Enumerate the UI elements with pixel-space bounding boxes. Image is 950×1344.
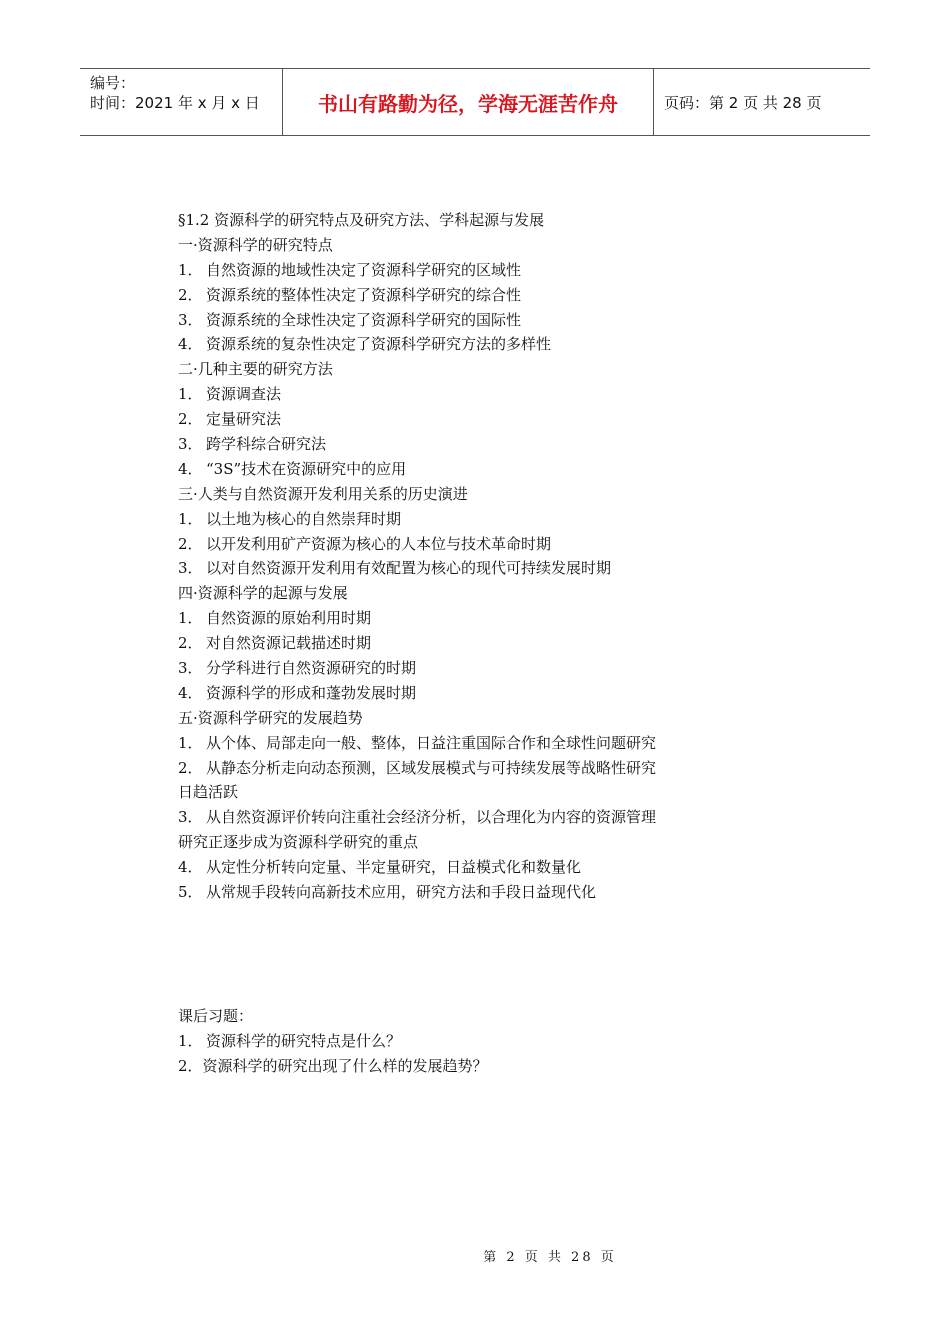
- item-number: 2．: [178, 410, 203, 429]
- exercise-item: [178, 1029, 738, 1054]
- item-number: 3．: [178, 659, 203, 678]
- list-item: [178, 283, 738, 308]
- list-item: [178, 556, 738, 581]
- list-item: [178, 731, 738, 756]
- document-body: [178, 208, 738, 1079]
- header-motto: 书山有路勤为径，学海无涯苦作舟: [282, 69, 654, 135]
- item-number: 3．: [178, 808, 203, 827]
- item-number: 4．: [178, 858, 203, 877]
- part-heading: 四·资源科学的起源与发展: [178, 584, 348, 603]
- item-text: 以对自然资源开发利用有效配置为核心的现代可持续发展时期: [206, 559, 612, 578]
- item-text: 分学科进行自然资源研究的时期: [206, 659, 417, 678]
- part-heading: 一·资源科学的研究特点: [178, 235, 333, 254]
- list-item: [178, 308, 738, 333]
- item-text: 资源科学的研究出现了什么样的发展趋势？: [202, 1056, 488, 1075]
- item-number: 3．: [178, 559, 203, 578]
- item-text: 自然资源的地域性决定了资源科学研究的区域性: [206, 260, 522, 279]
- item-text: 从定性分析转向定量、半定量研究，日益模式化和数量化: [206, 858, 582, 877]
- item-number: 3．: [178, 435, 203, 454]
- item-text: 从自然资源评价转向注重社会经济分析，以合理化为内容的资源管理: [206, 808, 657, 827]
- item-text: 资源系统的复杂性决定了资源科学研究方法的多样性: [206, 335, 552, 354]
- item-number: 4．: [178, 335, 203, 354]
- list-item: [178, 606, 738, 631]
- list-item: [178, 656, 738, 681]
- list-item: [178, 258, 738, 283]
- item-number: 4．: [178, 683, 203, 702]
- item-text: 资源科学的形成和蓬勃发展时期: [206, 683, 417, 702]
- item-number: 1．: [178, 609, 203, 628]
- header-left: [80, 69, 282, 135]
- page-header: [80, 68, 870, 136]
- section-title: §1.2 资源科学的研究特点及研究方法、学科起源与发展: [178, 211, 545, 229]
- list-item: [178, 681, 738, 706]
- list-item: [178, 332, 738, 357]
- document-number: 编号：: [90, 74, 136, 92]
- item-number: 1．: [178, 260, 203, 279]
- item-number: 1．: [178, 733, 203, 752]
- item-number: 2．: [178, 1056, 203, 1075]
- item-text: 资源系统的整体性决定了资源科学研究的综合性: [206, 285, 522, 304]
- exercise-item: [178, 1054, 738, 1079]
- item-text: 自然资源的原始利用时期: [206, 609, 372, 628]
- item-number: 2．: [178, 634, 203, 653]
- item-number: 4．: [178, 459, 203, 478]
- item-text: 资源科学的研究特点是什么？: [206, 1031, 402, 1050]
- list-item-continuation: 日趋活跃: [178, 783, 239, 802]
- item-number: 1．: [178, 1031, 203, 1050]
- item-text: 资源系统的全球性决定了资源科学研究的国际性: [206, 310, 522, 329]
- item-text: 定量研究法: [206, 410, 282, 429]
- header-page-info: 页码：第 2 页 共 28 页: [664, 93, 822, 112]
- exercises-heading: 课后习题：: [178, 1006, 254, 1025]
- spacer: [178, 905, 738, 1004]
- item-text: 对自然资源记载描述时期: [206, 634, 372, 653]
- list-item: [178, 457, 738, 482]
- item-text: 从个体、局部走向一般、整体，日益注重国际合作和全球性问题研究: [206, 733, 657, 752]
- list-item: [178, 880, 738, 905]
- item-text: 从常规手段转向高新技术应用，研究方法和手段日益现代化: [206, 883, 597, 902]
- item-number: 3．: [178, 310, 203, 329]
- document-date: 时间：2021 年 x 月 x 日: [90, 94, 260, 112]
- item-number: 1．: [178, 509, 203, 528]
- page-footer: 第 2 页 共 28 页: [483, 1250, 617, 1265]
- item-text: 以土地为核心的自然崇拜时期: [206, 509, 402, 528]
- part-heading: 三·人类与自然资源开发利用关系的历史演进: [178, 484, 468, 503]
- item-text: “3S”技术在资源研究中的应用: [206, 459, 407, 478]
- item-text: 以开发利用矿产资源为核心的人本位与技术革命时期: [206, 534, 552, 553]
- list-item: [178, 631, 738, 656]
- item-number: 5．: [178, 883, 203, 902]
- item-text: 资源调查法: [206, 385, 282, 404]
- item-text: 跨学科综合研究法: [206, 435, 327, 454]
- item-number: 2．: [178, 758, 203, 777]
- item-number: 2．: [178, 534, 203, 553]
- list-item-continuation: 研究正逐步成为资源科学研究的重点: [178, 833, 419, 852]
- list-item: [178, 507, 738, 532]
- list-item: [178, 532, 738, 557]
- item-number: 1．: [178, 385, 203, 404]
- list-item: [178, 855, 738, 880]
- item-number: 2．: [178, 285, 203, 304]
- list-item: [178, 805, 738, 830]
- part-heading: 二·几种主要的研究方法: [178, 360, 333, 379]
- list-item: [178, 407, 738, 432]
- list-item: [178, 432, 738, 457]
- part-heading: 五·资源科学研究的发展趋势: [178, 708, 363, 727]
- list-item: [178, 756, 738, 781]
- item-text: 从静态分析走向动态预测，区域发展模式与可持续发展等战略性研究: [206, 758, 657, 777]
- list-item: [178, 382, 738, 407]
